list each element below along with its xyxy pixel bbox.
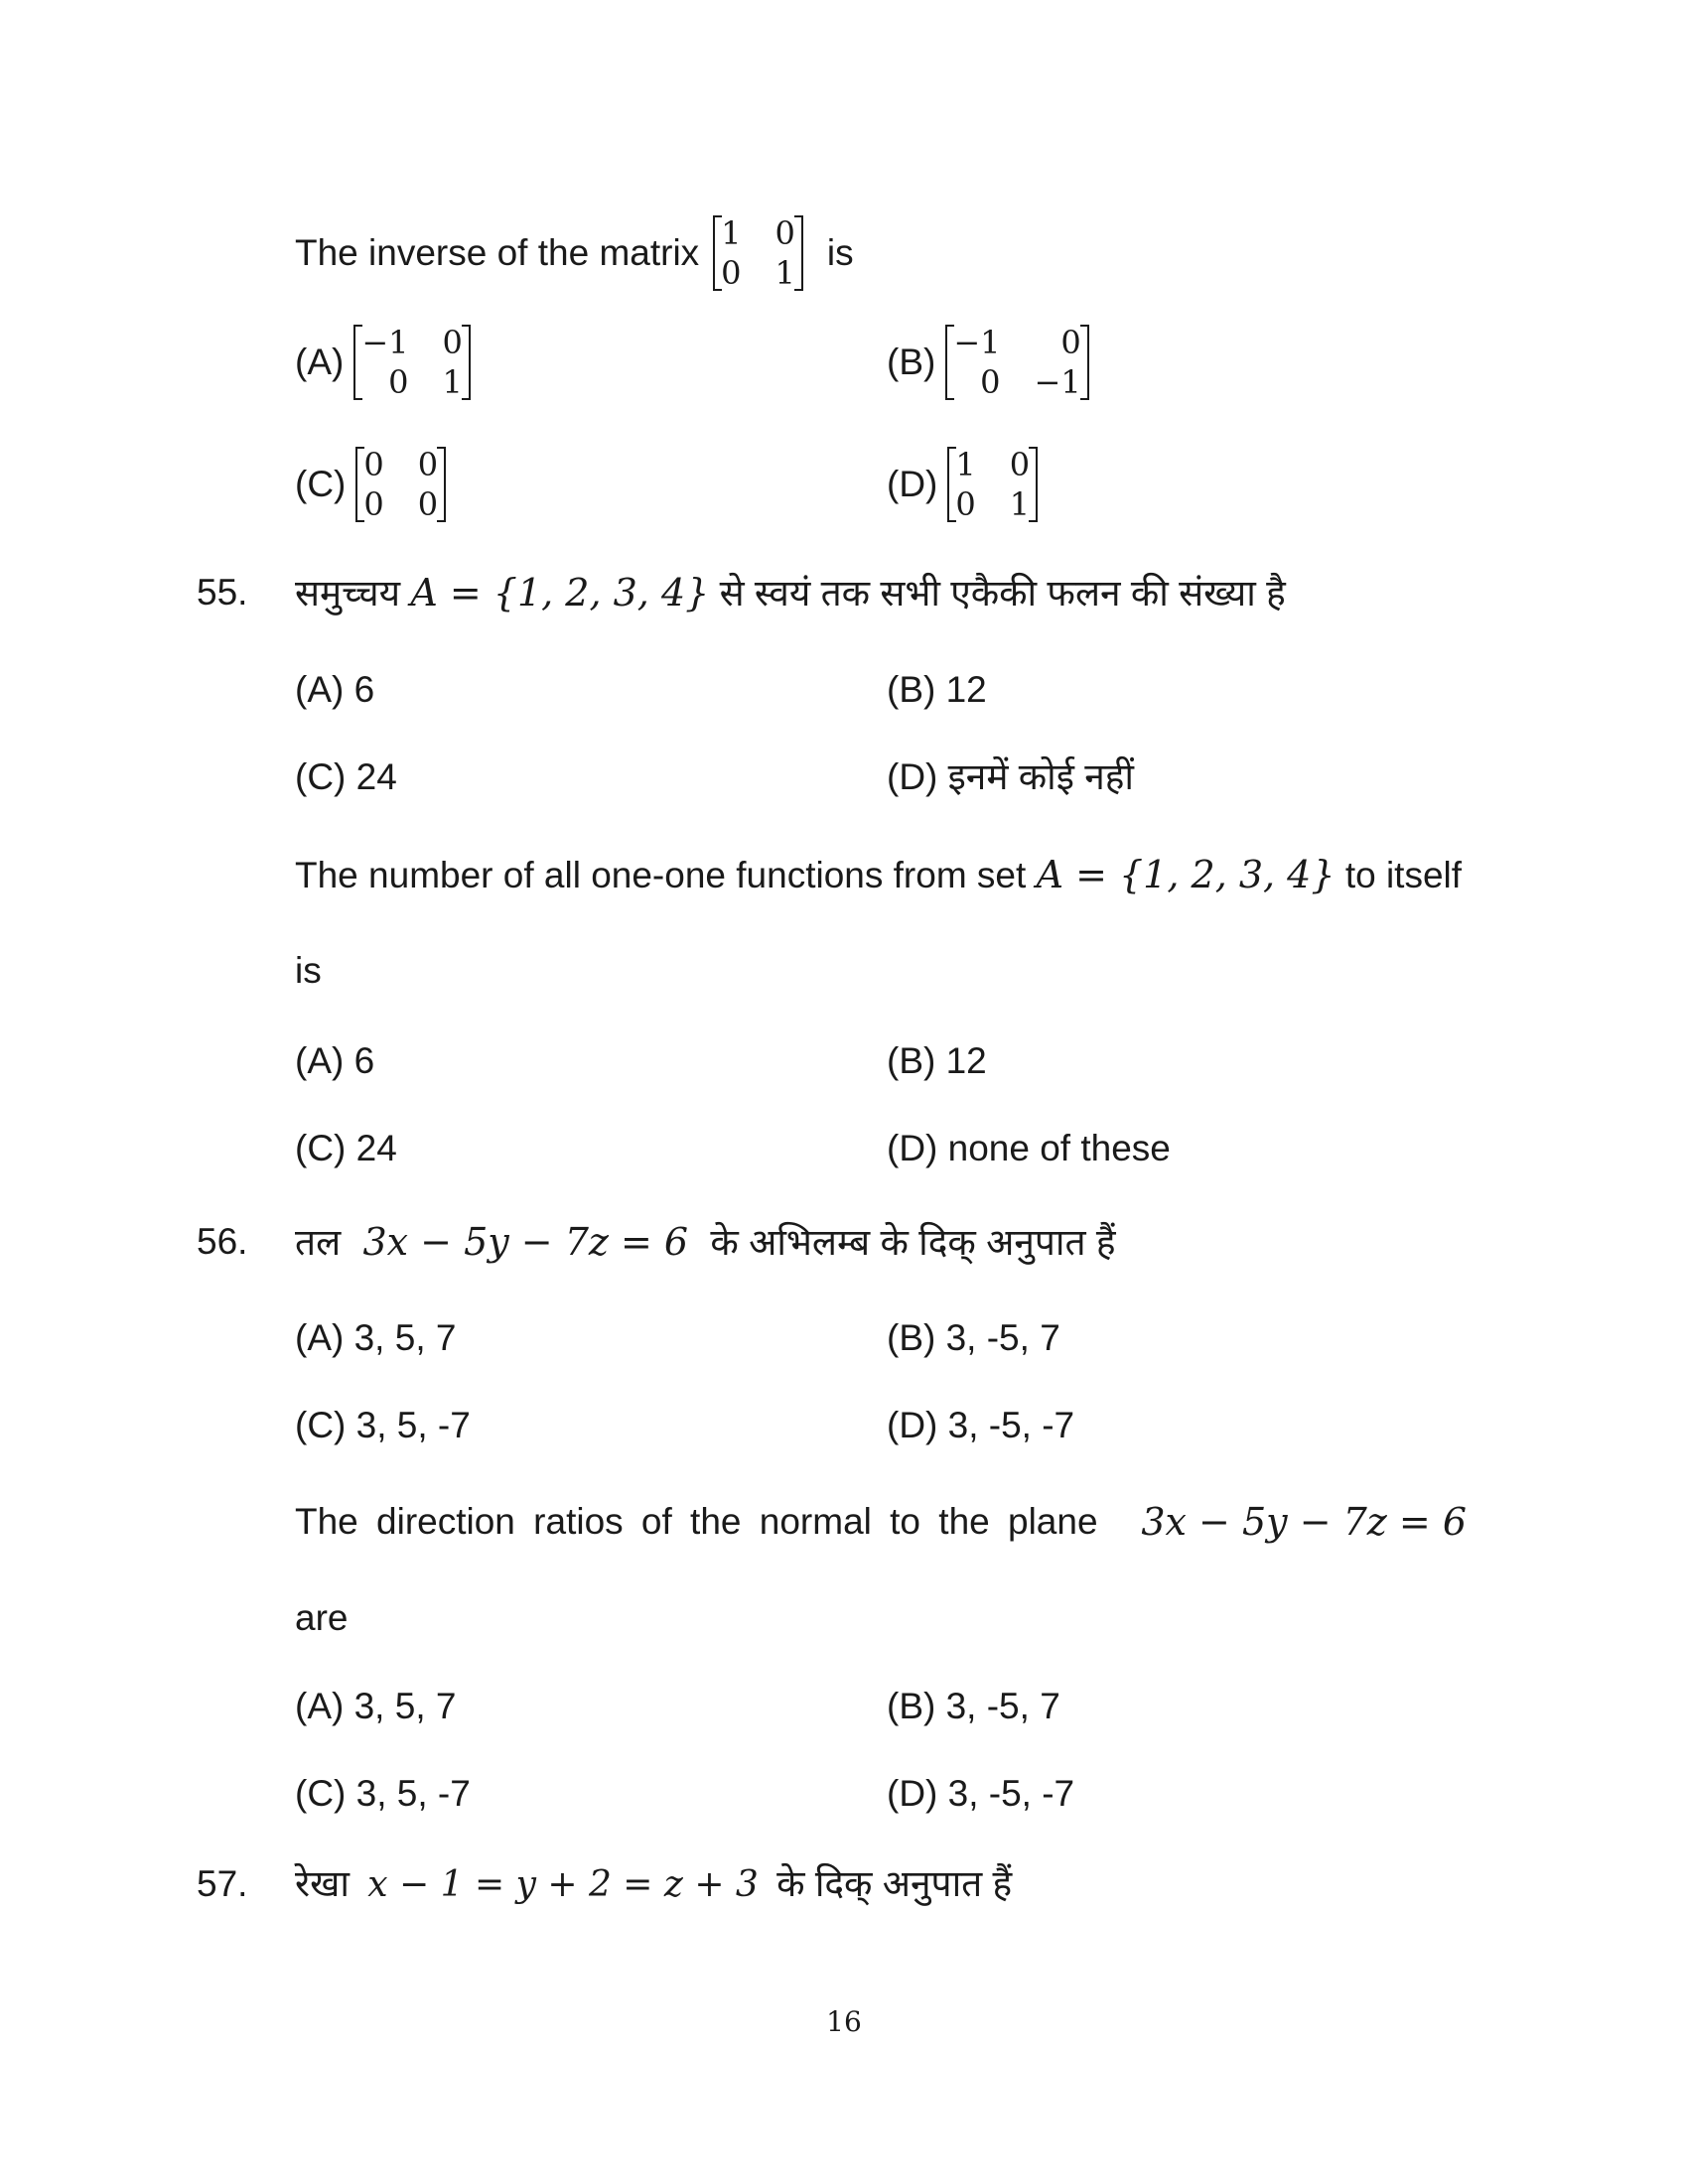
option-matrix bbox=[355, 445, 446, 524]
q56-hindi-question bbox=[295, 1219, 1116, 1266]
q56-hindi-option-d[interactable]: (D) 3, -5, -7 bbox=[887, 1405, 1075, 1445]
q55-hindi-option-a[interactable]: (A) 6 bbox=[295, 669, 375, 710]
q55-hindi-option-c[interactable]: (C) 24 bbox=[295, 756, 397, 797]
q54-option-b[interactable] bbox=[887, 323, 1099, 402]
option-matrix bbox=[947, 445, 1038, 524]
option-label: (A) bbox=[295, 341, 345, 382]
q56-english-question bbox=[295, 1499, 1467, 1545]
q55-english-suffix: to itself bbox=[1344, 855, 1463, 895]
q56-english-prefix: The direction ratios of the normal to the plane bbox=[295, 1501, 1098, 1542]
q56-hindi-prefix: तल bbox=[295, 1222, 342, 1263]
q56-english-cont: are bbox=[295, 1597, 349, 1638]
q55-english-question bbox=[295, 852, 1462, 898]
q56-hindi-option-c[interactable]: (C) 3, 5, -7 bbox=[295, 1405, 471, 1445]
matrix-cell: 0 bbox=[955, 485, 976, 523]
matrix-cell: 0 bbox=[388, 363, 409, 401]
option-matrix bbox=[353, 323, 471, 402]
q54-matrix-cell: 0 bbox=[774, 214, 795, 252]
q57-hindi-suffix: के दिक् अनुपात हैं bbox=[776, 1863, 1013, 1904]
option-matrix bbox=[945, 323, 1088, 402]
q54-matrix-cell: 1 bbox=[774, 254, 795, 292]
q56-english-option-d[interactable]: (D) 3, -5, -7 bbox=[887, 1773, 1075, 1814]
q55-english-math: A = {1, 2, 3, 4} bbox=[1036, 853, 1336, 896]
q56-hindi-suffix: के अभिलम्ब के दिक् अनुपात हैं bbox=[710, 1222, 1116, 1263]
matrix-cell: 0 bbox=[363, 446, 384, 483]
q54-matrix-cell: 1 bbox=[721, 214, 742, 252]
q57-number: 57. bbox=[197, 1863, 248, 1904]
q54-option-a[interactable] bbox=[295, 323, 481, 402]
q55-number: 55. bbox=[197, 572, 248, 613]
q55-hindi-option-b[interactable]: (B) 12 bbox=[887, 669, 987, 710]
q55-english-option-b[interactable]: (B) 12 bbox=[887, 1040, 987, 1081]
q56-english-math: 3x − 5y − 7z = 6 bbox=[1141, 1500, 1467, 1544]
q57-hindi-prefix: रेखा bbox=[295, 1863, 350, 1904]
q55-english-cont: is bbox=[295, 950, 322, 991]
q56-hindi-option-b[interactable]: (B) 3, -5, 7 bbox=[887, 1317, 1060, 1358]
matrix-cell: 1 bbox=[955, 446, 976, 483]
matrix-cell: 0 bbox=[363, 485, 384, 523]
q54-text-prefix: The inverse of the matrix bbox=[295, 232, 700, 273]
matrix-cell: −1 bbox=[953, 324, 1001, 361]
q54-question bbox=[295, 213, 854, 293]
q54-matrix-cell: 0 bbox=[721, 254, 742, 292]
q56-english-option-a[interactable]: (A) 3, 5, 7 bbox=[295, 1686, 457, 1726]
q54-option-d[interactable] bbox=[887, 445, 1048, 524]
q55-english-prefix: The number of all one-one functions from set bbox=[295, 855, 1027, 895]
matrix-cell: −1 bbox=[1034, 363, 1081, 401]
q56-english-option-c[interactable]: (C) 3, 5, -7 bbox=[295, 1773, 471, 1814]
q54-option-c[interactable] bbox=[295, 445, 456, 524]
q55-hindi-suffix: से स्वयं तक सभी एकैकी फलन की संख्या है bbox=[719, 573, 1286, 614]
option-label: (B) bbox=[887, 341, 936, 382]
matrix-cell: −1 bbox=[361, 324, 409, 361]
q55-hindi-question bbox=[295, 570, 1286, 616]
q55-english-option-d[interactable]: (D) none of these bbox=[887, 1128, 1171, 1168]
matrix-cell: 0 bbox=[417, 485, 439, 523]
q55-hindi-option-d[interactable]: (D) इनमें कोई नहीं bbox=[887, 756, 1134, 797]
q56-number: 56. bbox=[197, 1221, 248, 1262]
option-label: (C) bbox=[295, 464, 347, 504]
matrix-cell: 0 bbox=[980, 363, 1001, 401]
matrix-cell: 0 bbox=[1060, 324, 1081, 361]
matrix-cell: 1 bbox=[442, 363, 463, 401]
q56-english-option-b[interactable]: (B) 3, -5, 7 bbox=[887, 1686, 1060, 1726]
q55-english-option-c[interactable]: (C) 24 bbox=[295, 1128, 397, 1168]
matrix-cell: 0 bbox=[1009, 446, 1031, 483]
q55-english-option-a[interactable]: (A) 6 bbox=[295, 1040, 375, 1081]
option-label: (D) bbox=[887, 464, 938, 504]
q54-matrix bbox=[713, 213, 803, 293]
q55-hindi-prefix: समुच्चय bbox=[295, 573, 401, 614]
matrix-cell: 0 bbox=[417, 446, 439, 483]
q56-hindi-option-a[interactable]: (A) 3, 5, 7 bbox=[295, 1317, 457, 1358]
page-number: 16 bbox=[826, 2005, 862, 2038]
q56-hindi-math: 3x − 5y − 7z = 6 bbox=[362, 1220, 689, 1264]
matrix-cell: 0 bbox=[442, 324, 463, 361]
matrix-cell: 1 bbox=[1009, 485, 1031, 523]
q57-hindi-math: x − 1 = y + 2 = z + 3 bbox=[367, 1864, 759, 1905]
q55-hindi-math: A = {1, 2, 3, 4} bbox=[410, 571, 710, 614]
q54-text-suffix: is bbox=[826, 232, 854, 273]
q57-hindi-question bbox=[295, 1861, 1012, 1908]
